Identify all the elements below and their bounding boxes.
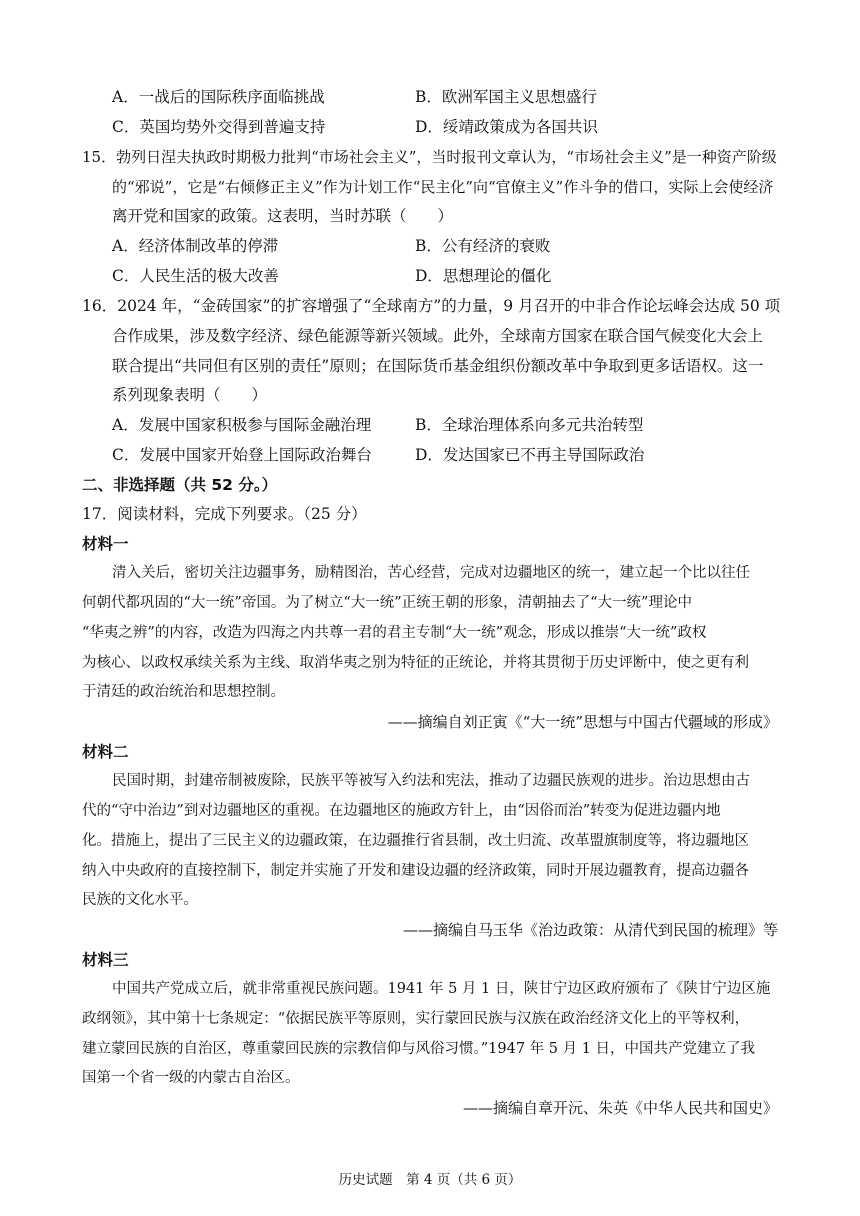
q16-stem-line1: 16．2024 年，“金砖国家”的扩容增强了“全球南方”的力量，9 月召开的中非合作论坛峰会达成 50 项 xyxy=(82,297,781,315)
material-2-line: 纳入中央政府的直接控制下，制定并实施了开发和建设边疆的经济政策，同时开展边疆教育，提高边疆各 xyxy=(82,863,749,879)
material-1-line: 清入关后，密切关注边疆事务，励精图治，苦心经营，完成对边疆地区的统一，建立起一个比以往任 xyxy=(112,565,750,581)
q15-stem-line1: 15．勃列日涅夫执政时期极力批判“市场社会主义”，当时报刊文章认为，“市场社会主义”是一种资产阶级 xyxy=(82,148,777,166)
q14-option-a: A．一战后的国际秩序面临挑战 xyxy=(112,88,325,106)
material-1-title: 材料一 xyxy=(82,535,129,553)
q15-option-a: A．经济体制改革的停滞 xyxy=(112,237,279,255)
q15-option-d: D．思想理论的僵化 xyxy=(415,267,552,285)
q14-option-d: D．绥靖政策成为各国共识 xyxy=(415,118,598,136)
q17-stem: 17．阅读材料，完成下列要求。（25 分） xyxy=(82,505,367,523)
q16-option-b: B．全球治理体系向多元共治转型 xyxy=(415,416,644,434)
material-2-line: 民族的文化水平。 xyxy=(82,892,198,908)
q16-option-a: A．发展中国家积极参与国际金融治理 xyxy=(112,416,372,434)
q16-option-d: D．发达国家已不再主导国际政治 xyxy=(415,446,645,464)
q15-stem-line2: 的“邪说”，它是“右倾修正主义”作为计划工作“民主化”向“官僚主义”作斗争的借口，实际上会使经济 xyxy=(112,178,774,196)
material-3-line: 建立蒙回民族的自治区，尊重蒙回民族的宗教信仰与风俗习惯。”1947 年 5 月 1 日，中国共产党建立了我 xyxy=(82,1041,756,1057)
material-2-source: ——摘编自马玉华《治边政策：从清代到民国的梳理》等 xyxy=(402,921,778,939)
q15-option-c: C．人民生活的极大改善 xyxy=(112,267,279,285)
material-1-line: 何朝代都巩固的“大一统”帝国。为了树立“大一统”正统王朝的形象，清朝抽去了“大一统”理论中 xyxy=(82,595,692,611)
q16-stem-line3: 联合提出“共同但有区别的责任”原则；在国际货币基金组织份额改革中争取到更多话语权。这一 xyxy=(112,357,764,375)
material-1-source: ——摘编自刘正寅《“大一统”思想与中国古代疆域的形成》 xyxy=(387,713,778,731)
material-3-title: 材料三 xyxy=(82,951,129,969)
material-2-line: 民国时期，封建帝制被废除，民族平等被写入约法和宪法，推动了边疆民族观的进步。治边思想由古 xyxy=(112,773,750,789)
q15-stem-line3: 离开党和国家的政策。这表明，当时苏联（ ） xyxy=(112,207,454,225)
material-3-line: 中国共产党成立后，就非常重视民族问题。1941 年 5 月 1 日，陕甘宁边区政府颁布了《陕甘宁边区施 xyxy=(112,981,771,997)
material-1-line: 为核心、以政权承续关系为主线、取消华夷之别为特征的正统论，并将其贯彻于历史评断中，使之更有利 xyxy=(82,655,749,671)
material-3-source: ——摘编自章开沅、朱英《中华人民共和国史》 xyxy=(462,1099,778,1117)
q16-stem-line4: 系列现象表明（ ） xyxy=(112,386,268,404)
material-1-line: 于清廷的政治统治和思想控制。 xyxy=(82,684,285,700)
material-2-title: 材料二 xyxy=(82,743,129,761)
q14-option-c: C．英国均势外交得到普遍支持 xyxy=(112,118,326,136)
page-footer: 历史试题 第 4 页（共 6 页） xyxy=(338,1172,522,1188)
material-3-line: 政纲领》，其中第十七条规定：“依据民族平等原则，实行蒙回民族与汉族在政治经济文化上的平等权利， xyxy=(82,1011,750,1027)
q16-stem-line2: 合作成果，涉及数字经济、绿色能源等新兴领域。此外，全球南方国家在联合国气候变化大会上 xyxy=(112,327,764,345)
material-2-line: 化。措施上，提出了三民主义的边疆政策，在边疆推行省县制，改土归流、改革盟旗制度等，将边疆地区 xyxy=(82,833,749,849)
material-3-line: 国第一个省一级的内蒙古自治区。 xyxy=(82,1070,300,1086)
section-heading: 二、非选择题（共 52 分。） xyxy=(82,476,278,494)
q16-option-c: C．发展中国家开始登上国际政治舞台 xyxy=(112,446,372,464)
material-1-line: “华夷之辨”的内容，改造为四海之内共尊一君的君主专制“大一统”观念，形成以推崇“大一统”政权 xyxy=(82,625,707,641)
q15-option-b: B．公有经济的衰败 xyxy=(415,237,551,255)
q14-option-b: B．欧洲军国主义思想盛行 xyxy=(415,88,597,106)
material-2-line: 代的“守中治边”到对边疆地区的重视。在边疆地区的施政方针上，由“因俗而治”转变为促进边疆内地 xyxy=(82,803,721,819)
